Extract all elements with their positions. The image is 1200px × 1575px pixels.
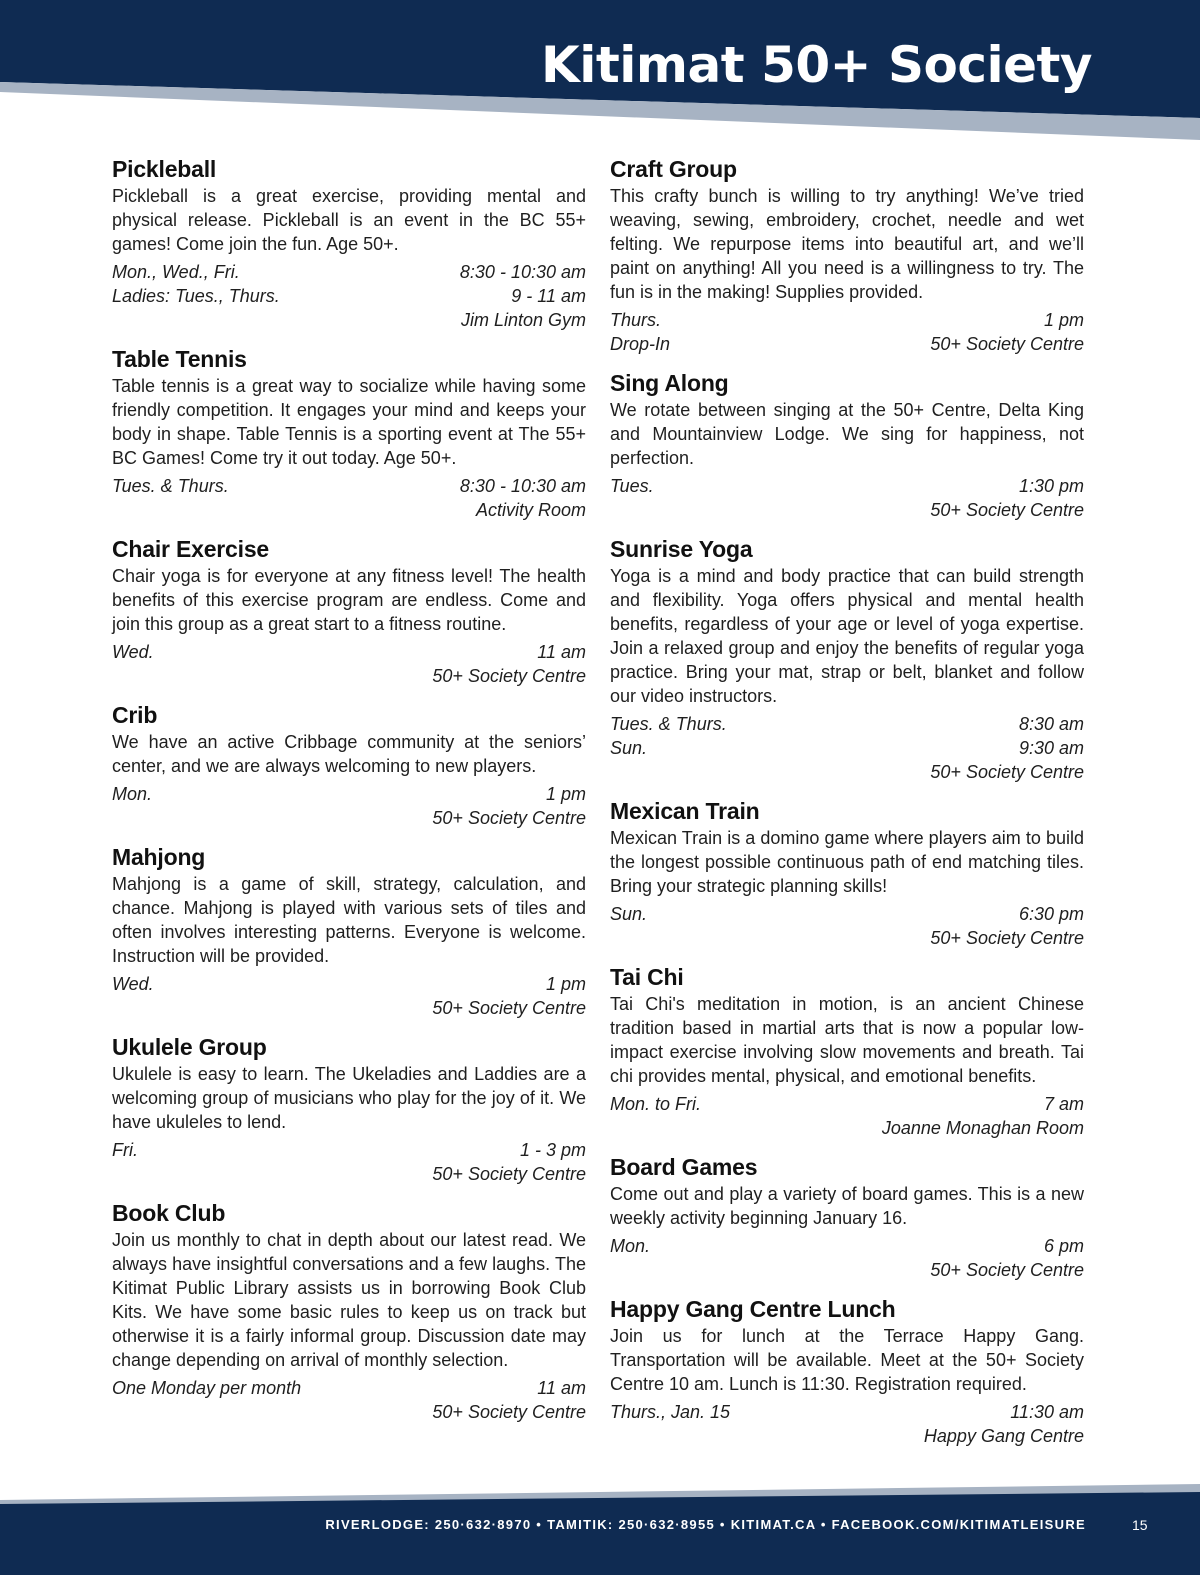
schedule-day: Mon. to Fri. [610,1094,702,1114]
activity-location: 50+ Society Centre [930,762,1084,782]
schedule-time: 1 pm [545,784,586,804]
schedule-row [112,260,586,284]
schedule-row [112,1376,586,1400]
schedule-row [610,308,1084,332]
activity-description: Join us for lunch at the Terrace Happy Gang. Transportation will be available. Meet at the 50+ Society Centre 10 am. Lunch is 11:30. Registration required. [610,1326,1084,1394]
schedule-row [112,284,586,308]
activity-title: Pickleball [112,156,217,182]
schedule-day: Sun. [610,904,648,924]
activity-description: Mahjong is a game of skill, strategy, calculation, and chance. Mahjong is played with various sets of tiles and often involves interesting patterns. Everyone is welcome. Instruction will be provided. [112,874,586,966]
schedule-day: Mon. [112,784,153,804]
activity-block [610,154,1084,356]
schedule-day: Mon. [610,1236,651,1256]
schedule-day: Tues. & Thurs. [112,476,229,496]
activity-location: Jim Linton Gym [460,310,586,330]
activity-description: We rotate between singing at the 50+ Centre, Delta King and Mountainview Lodge. We sing for happiness, not perfection. [610,400,1084,468]
activity-location: 50+ Society Centre [432,808,586,828]
activity-title: Board Games [610,1154,758,1180]
schedule-time: 1 pm [545,974,586,994]
schedule-day: Drop-In [610,334,671,354]
activity-description: Chair yoga is for everyone at any fitness level! The health benefits of this exercise program are endless. Come and join this group as a great start to a fitness routine. [112,566,586,634]
schedule-time: 6:30 pm [1018,904,1084,924]
schedule-row [610,1092,1084,1116]
activity-description: Yoga is a mind and body practice that can build strength and flexibility. Yoga offers physical and mental health benefits, regardless of your age or level of yoga expertise. Join a relaxed group and enjoy the benefits of regular yoga practice. Bring your mat, strap or belt, blanket and follow our video instructors. [610,566,1084,706]
activity-block [112,700,586,830]
footer-contact: RIVERLODGE: 250·632·8970 • TAMITIK: 250·632·8955 • KITIMAT.CA • FACEBOOK.COM/KITIMATLEISURE [325,1517,1086,1532]
activity-description: Mexican Train is a domino game where players aim to build the longest possible continuous path of end matching tiles. Bring your strategic planning skills! [610,828,1084,896]
activity-title: Book Club [112,1200,226,1226]
schedule-day: Fri. [112,1140,138,1160]
activity-description: Come out and play a variety of board games. This is a new weekly activity beginning January 16. [610,1184,1084,1228]
schedule-day: Ladies: Tues., Thurs. [112,286,280,306]
schedule-time: 1:30 pm [1018,476,1084,496]
activity-location: 50+ Society Centre [432,1164,586,1184]
activity-block [112,344,586,522]
activity-block [610,368,1084,522]
schedule-time: 8:30 am [1018,714,1084,734]
schedule-row [610,712,1084,736]
schedule-row [610,474,1084,498]
activity-location: Happy Gang Centre [923,1426,1084,1446]
schedule-time: 9 - 11 am [511,286,586,306]
schedule-row [112,640,586,664]
schedule-row [610,1234,1084,1258]
activity-title: Table Tennis [112,346,247,372]
schedule-day: Mon., Wed., Fri. [112,262,240,282]
activity-title: Mexican Train [610,798,760,824]
schedule-time: 8:30 - 10:30 am [459,262,586,282]
schedule-day: Wed. [112,974,154,994]
activity-location: 50+ Society Centre [432,1402,586,1422]
schedule-day: Thurs., Jan. 15 [610,1402,731,1422]
activity-description: Pickleball is a great exercise, providing mental and physical release. Pickleball is an event in the BC 55+ games! Come join the fun. Age 50+. [112,186,586,254]
activity-block [610,796,1084,950]
activity-title: Ukulele Group [112,1034,267,1060]
activity-title: Chair Exercise [112,536,270,562]
schedule-row [610,1400,1084,1424]
schedule-day: Tues. & Thurs. [610,714,727,734]
activity-block [610,534,1084,784]
activity-description: Ukulele is easy to learn. The Ukeladies and Laddies are a welcoming group of musicians who play for the joy of it. We have ukuleles to lend. [112,1064,586,1132]
activity-description: We have an active Cribbage community at the seniors’ center, and we are always welcoming to new players. [112,732,586,776]
schedule-row [112,782,586,806]
schedule-time: 1 - 3 pm [519,1140,586,1160]
activity-block [112,1032,586,1186]
schedule-time: 11 am [537,642,586,662]
activity-description: Join us monthly to chat in depth about our latest read. We always have insightful conversations and a few laughs. The Kitimat Public Library assists us in borrowing Book Club Kits. We have some basic rules to keep us on track but otherwise it is a fairly informal group. Discussion date may change depending on arrival of monthly selection. [112,1230,586,1370]
schedule-row [610,736,1084,760]
activity-location: 50+ Society Centre [930,1260,1084,1280]
activity-title: Sing Along [610,370,729,396]
activity-description: Table tennis is a great way to socialize while having some friendly competition. It engages your mind and keeps your body in shape. Table Tennis is a sporting event at The 55+ BC Games! Come try it out today. Age 50+. [112,376,586,468]
schedule-time: 6 pm [1043,1236,1084,1256]
activity-location: 50+ Society Centre [432,998,586,1018]
activity-location: 50+ Society Centre [930,928,1084,948]
schedule-row [610,902,1084,926]
schedule-day: Wed. [112,642,154,662]
activity-title: Mahjong [112,844,206,870]
activity-title: Sunrise Yoga [610,536,753,562]
activity-block [112,154,586,332]
activity-block [112,842,586,1020]
schedule-time: 1 pm [1043,310,1084,330]
activity-block [112,1198,586,1424]
activity-location: Joanne Monaghan Room [881,1118,1084,1138]
activity-location: 50+ Society Centre [432,666,586,686]
activity-title: Crib [112,702,158,728]
page-number: 15 [1132,1517,1148,1533]
page-footer [0,1478,1200,1575]
schedule-time: 8:30 - 10:30 am [459,476,586,496]
activity-location: 50+ Society Centre [930,500,1084,520]
schedule-day: Tues. [610,476,654,496]
page-header [0,0,1200,160]
schedule-row [610,332,1084,356]
schedule-time: 11 am [537,1378,586,1398]
activity-description: Tai Chi's meditation in motion, is an ancient Chinese tradition based in martial arts that is now a popular low-impact exercise involving slow movements and breath. Tai chi provides mental, physical, and emotional benefits. [610,994,1084,1086]
right-column [610,154,1084,1460]
activity-description: This crafty bunch is willing to try anything! We’ve tried weaving, sewing, embroidery, crochet, needle and wet felting. We repurpose items into beautiful art, and we’ll paint on anything! All you need is a willingness to try. The fun is in the making! Supplies provided. [610,186,1084,302]
schedule-time: 50+ Society Centre [930,334,1084,354]
schedule-day: Sun. [610,738,648,758]
page-title: Kitimat 50+ Society [541,36,1092,94]
activity-title: Tai Chi [610,964,684,990]
schedule-day: One Monday per month [112,1378,302,1398]
left-column [112,154,586,1436]
activity-location: Activity Room [475,500,586,520]
activity-block [610,1294,1084,1448]
activity-block [610,962,1084,1140]
schedule-time: 9:30 am [1018,738,1084,758]
activity-block [112,534,586,688]
schedule-time: 7 am [1043,1094,1084,1114]
schedule-row [112,972,586,996]
schedule-row [112,474,586,498]
schedule-row [112,1138,586,1162]
activity-block [610,1152,1084,1282]
schedule-day: Thurs. [610,310,662,330]
activity-title: Craft Group [610,156,737,182]
activity-title: Happy Gang Centre Lunch [610,1296,896,1322]
schedule-time: 11:30 am [1010,1402,1084,1422]
